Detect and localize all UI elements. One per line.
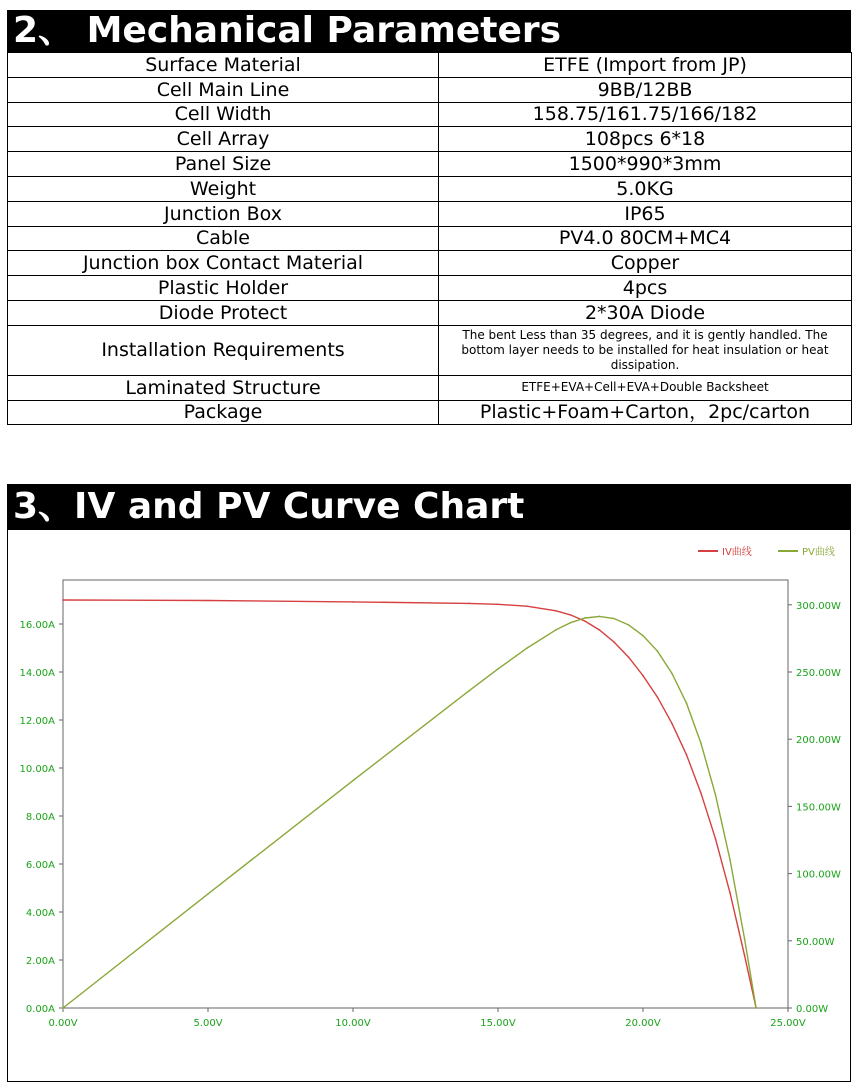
parameter-label: Panel Size xyxy=(8,152,439,177)
series-point xyxy=(686,754,688,756)
y-right-tick-label: 50.00W xyxy=(796,936,835,948)
y-left-tick-label: 16.00A xyxy=(19,620,55,631)
series-point xyxy=(671,673,673,675)
plot-area-frame xyxy=(63,580,788,1008)
x-tick-label: 10.00V xyxy=(335,1018,371,1029)
series-point xyxy=(642,675,644,677)
parameter-row xyxy=(8,77,852,102)
parameter-row xyxy=(8,226,852,251)
parameter-value: PV4.0 80CM+MC4 xyxy=(439,226,852,251)
y-left-tick-label: 2.00A xyxy=(25,956,55,967)
x-tick-label: 20.00V xyxy=(625,1018,661,1029)
series-point xyxy=(468,603,470,605)
series-point xyxy=(62,1007,64,1009)
parameter-value: ETFE (Import from JP) xyxy=(439,53,852,78)
series-point xyxy=(729,859,731,861)
series-point xyxy=(207,600,209,602)
section-title-iv-pv-curve-chart: 3、IV and PV Curve Chart xyxy=(7,484,851,529)
parameter-label: Laminated Structure xyxy=(8,375,439,400)
series-point xyxy=(526,605,528,607)
y-right-tick-label: 100.00W xyxy=(796,869,841,881)
parameter-row xyxy=(8,176,852,201)
parameter-label: Cell Main Line xyxy=(8,77,439,102)
parameter-label: Weight xyxy=(8,176,439,201)
parameter-row xyxy=(8,325,852,375)
y-left-tick-label: 8.00A xyxy=(25,812,55,823)
parameter-row xyxy=(8,53,852,78)
series-point xyxy=(599,629,601,631)
parameter-value: 2*30A Diode xyxy=(439,300,852,325)
section-title-mechanical-parameters: 2、 Mechanical Parameters xyxy=(7,10,851,52)
parameter-row xyxy=(8,375,852,400)
series-point xyxy=(671,723,673,725)
parameter-row xyxy=(8,127,852,152)
series-point xyxy=(700,743,702,745)
parameter-label: Surface Material xyxy=(8,53,439,78)
series-point xyxy=(657,650,659,652)
series-point xyxy=(628,624,630,626)
series-point xyxy=(599,616,601,618)
y-left-tick-label: 10.00A xyxy=(19,764,55,775)
legend-label: PV曲线 xyxy=(802,547,835,558)
series-point xyxy=(526,647,528,649)
parameter-value: The bent Less than 35 degrees, and it is gently handled. The bottom layer needs to be installed for heat insulation or heat dissipation. xyxy=(439,325,852,375)
parameter-value: Copper xyxy=(439,251,852,276)
iv-pv-chart-frame xyxy=(7,529,851,1082)
series-line-pv xyxy=(63,616,756,1008)
parameter-value: Plastic+Foam+Carton，2pc/carton xyxy=(439,400,852,425)
series-point xyxy=(700,792,702,794)
y-right-tick-label: 200.00W xyxy=(796,735,841,747)
parameter-value: 4pcs xyxy=(439,276,852,301)
y-right-tick-label: 250.00W xyxy=(796,668,841,679)
series-line-iv xyxy=(63,600,756,1008)
y-left-tick-label: 0.00A xyxy=(25,1004,55,1015)
legend-label: IV曲线 xyxy=(722,547,752,558)
y-left-tick-label: 14.00A xyxy=(19,668,55,679)
y-right-tick-label: 150.00W xyxy=(796,802,841,814)
series-point xyxy=(555,629,557,631)
series-point xyxy=(570,622,572,624)
series-point xyxy=(613,618,615,620)
series-point xyxy=(755,1007,757,1009)
series-point xyxy=(584,620,586,622)
x-tick-label: 15.00V xyxy=(480,1018,516,1029)
x-tick-label: 5.00V xyxy=(193,1018,223,1029)
parameter-value: 5.0KG xyxy=(439,176,852,201)
parameter-value: IP65 xyxy=(439,201,852,226)
parameter-value: 108pcs 6*18 xyxy=(439,127,852,152)
series-point xyxy=(642,635,644,637)
parameter-row xyxy=(8,400,852,425)
x-tick-label: 25.00V xyxy=(770,1018,806,1029)
parameter-value: ETFE+EVA+Cell+EVA+Double Backsheet xyxy=(439,375,852,400)
series-point xyxy=(207,893,209,895)
parameter-row xyxy=(8,201,852,226)
mechanical-parameters-table xyxy=(7,52,852,425)
parameter-label: Cell Width xyxy=(8,102,439,127)
y-right-tick-label: 0.00W xyxy=(796,1004,829,1015)
series-point xyxy=(729,892,731,894)
series-point xyxy=(468,690,470,692)
series-point xyxy=(352,601,354,603)
y-right-tick-label: 300.00W xyxy=(796,600,841,612)
series-point xyxy=(570,614,572,616)
parameter-row xyxy=(8,276,852,301)
parameter-label: Plastic Holder xyxy=(8,276,439,301)
iv-pv-chart xyxy=(8,530,850,1081)
parameter-row xyxy=(8,102,852,127)
parameter-label: Junction box Contact Material xyxy=(8,251,439,276)
y-left-tick-label: 6.00A xyxy=(25,860,55,871)
series-point xyxy=(715,794,717,796)
series-point xyxy=(686,702,688,704)
x-tick-label: 0.00V xyxy=(48,1018,78,1029)
series-point xyxy=(744,938,746,940)
series-point xyxy=(628,656,630,658)
parameter-label: Cell Array xyxy=(8,127,439,152)
series-point xyxy=(352,780,354,782)
series-point xyxy=(584,617,586,619)
y-left-tick-label: 12.00A xyxy=(19,716,55,727)
parameter-row xyxy=(8,300,852,325)
parameter-label: Diode Protect xyxy=(8,300,439,325)
parameter-row xyxy=(8,251,852,276)
series-point xyxy=(62,599,64,601)
series-point xyxy=(613,641,615,643)
parameter-label: Package xyxy=(8,400,439,425)
parameter-label: Junction Box xyxy=(8,201,439,226)
series-point xyxy=(715,838,717,840)
series-point xyxy=(497,604,499,606)
parameter-label: Cable xyxy=(8,226,439,251)
series-point xyxy=(657,696,659,698)
parameter-value: 1500*990*3mm xyxy=(439,152,852,177)
y-left-tick-label: 4.00A xyxy=(25,908,55,919)
parameter-value: 158.75/161.75/166/182 xyxy=(439,102,852,127)
parameter-row xyxy=(8,152,852,177)
parameter-label: Installation Requirements xyxy=(8,325,439,375)
series-point xyxy=(744,954,746,956)
series-point xyxy=(555,610,557,612)
series-point xyxy=(497,668,499,670)
parameter-value: 9BB/12BB xyxy=(439,77,852,102)
